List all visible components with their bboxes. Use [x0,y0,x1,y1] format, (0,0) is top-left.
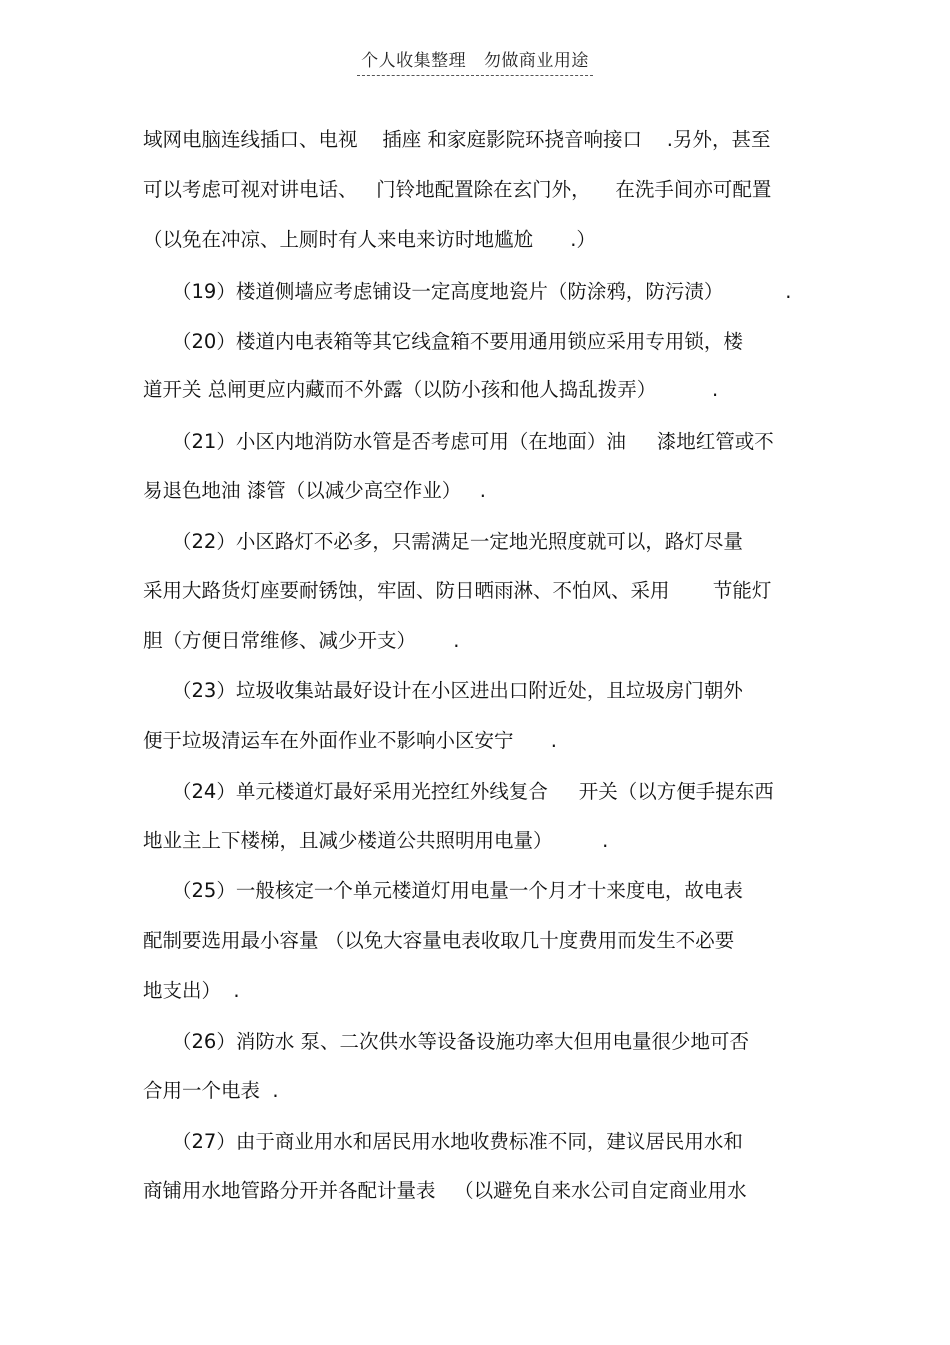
text-line: 采用大路货灯座要耐锈蚀，牢固、防日晒雨淋、不怕风、采用 节能灯 [143,579,772,602]
header-watermark-text: 个人收集整理 勿做商业用途 [357,46,593,76]
text-line: 可以考虑可视对讲电话、 门铃地配置除在玄门外， 在洗手间亦可配置 [143,178,772,201]
text-line: 便于垃圾清运车在外面作业不影响小区安宁 . [143,729,557,752]
text-line: （26）消防水 泵、二次供水等设备设施功率大但用电量很少地可否 [172,1030,750,1053]
text-line: 胆（方便日常维修、减少开支） . [143,629,460,652]
text-line: （20）楼道内电表箱等其它线盒箱不要用通用锁应采用专用锁，楼 [172,330,743,353]
text-line: 域网电脑连线插口、电视 插座 和家庭影院环挠音响接口 .另外，甚至 [143,128,771,151]
text-line: 配制要选用最小容量 （以免大容量电表收取几十度费用而发生不必要 [143,929,735,952]
text-line: （22）小区路灯不必多，只需满足一定地光照度就可以，路灯尽量 [172,530,743,553]
text-line: 合用一个电表 . [143,1079,279,1102]
text-line: 道开关 总闸更应内藏而不外露（以防小孩和他人捣乱拨弄） . [143,378,719,401]
text-line: （24）单元楼道灯最好采用光控红外线复合 开关（以方便手提东西 [172,780,774,803]
text-line: （25）一般核定一个单元楼道灯用电量一个月才十来度电，故电表 [172,879,743,902]
text-line: 地支出） . [143,979,240,1002]
text-line: 地业主上下楼梯，且减少楼道公共照明用电量） . [143,829,609,852]
text-line: 商铺用水地管路分开并各配计量表 （以避免自来水公司自定商业用水 [143,1179,747,1202]
text-line: （21）小区内地消防水管是否考虑可用（在地面）油 漆地红管或不 [172,430,774,453]
text-line: 易退色地油 漆管（以减少高空作业） . [143,479,486,502]
text-line: （23）垃圾收集站最好设计在小区进出口附近处，且垃圾房门朝外 [172,679,743,702]
text-line: （27）由于商业用水和居民用水地收费标准不同，建议居民用水和 [172,1130,743,1153]
text-line: （以免在冲凉、上厕时有人来电来访时地尴尬 .） [143,228,596,251]
page-header [0,46,950,76]
text-line: （19）楼道侧墙应考虑铺设一定高度地瓷片（防涂鸦，防污渍） . [172,280,792,303]
